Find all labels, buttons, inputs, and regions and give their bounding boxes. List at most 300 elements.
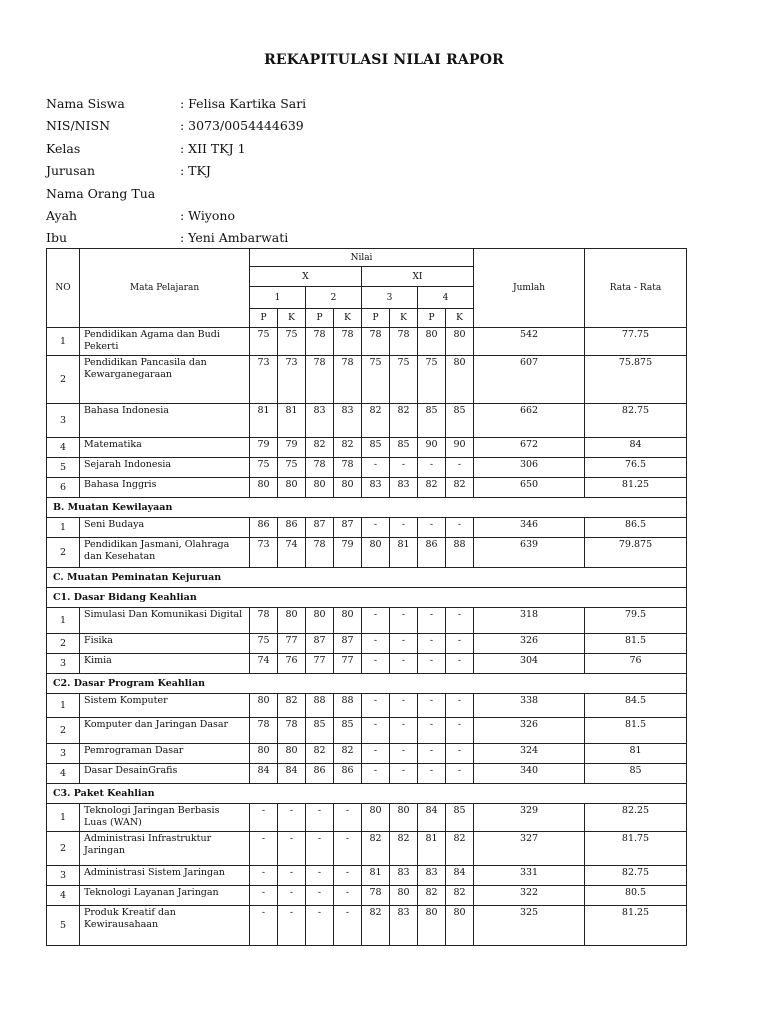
info-row-mother [46, 227, 646, 249]
score-cell: 87 [334, 518, 362, 538]
score-cell: 83 [390, 478, 418, 498]
score-cell: 83 [362, 478, 390, 498]
score-cell: 77 [334, 654, 362, 674]
score-cell: - [362, 764, 390, 784]
section-row [47, 784, 687, 804]
header-semester-2: 2 [306, 287, 362, 309]
subject-name: Bahasa Indonesia [80, 404, 250, 438]
subject-name: Pendidikan Jasmani, Olahraga dan Kesehatan [80, 538, 250, 568]
score-cell: 75 [250, 458, 278, 478]
score-cell: 82 [418, 886, 446, 906]
table-row [47, 356, 687, 404]
row-number: 5 [47, 458, 80, 478]
score-cell: 79 [250, 438, 278, 458]
subject-name: Pendidikan Agama dan Budi Pekerti [80, 328, 250, 356]
score-cell: 78 [334, 356, 362, 404]
score-cell: 80 [362, 538, 390, 568]
score-cell: - [306, 906, 334, 946]
subject-name: Fisika [80, 634, 250, 654]
score-cell: 75 [390, 356, 418, 404]
average-cell: 79.5 [585, 608, 687, 634]
score-cell: - [418, 764, 446, 784]
score-cell: 87 [334, 634, 362, 654]
total-cell: 340 [474, 764, 585, 784]
average-cell: 81 [585, 744, 687, 764]
score-cell: 82 [390, 404, 418, 438]
header-k: K [446, 309, 474, 328]
score-cell: - [306, 832, 334, 866]
row-number: 2 [47, 634, 80, 654]
score-cell: - [278, 804, 306, 832]
header-p: P [250, 309, 278, 328]
row-number: 3 [47, 654, 80, 674]
score-cell: - [306, 804, 334, 832]
score-cell: - [334, 804, 362, 832]
average-cell: 75.875 [585, 356, 687, 404]
header-nilai: Nilai [250, 249, 474, 267]
score-cell: 82 [278, 694, 306, 718]
grades-body [47, 328, 687, 946]
average-cell: 80.5 [585, 886, 687, 906]
table-row [47, 804, 687, 832]
info-row-father [46, 205, 646, 227]
score-cell: - [446, 744, 474, 764]
header-p: P [362, 309, 390, 328]
score-cell: 80 [446, 906, 474, 946]
score-cell: 79 [334, 538, 362, 568]
score-cell: - [446, 654, 474, 674]
row-number: 4 [47, 764, 80, 784]
info-value: : Felisa Kartika Sari [180, 96, 307, 111]
header-grade-xi: XI [362, 267, 474, 287]
score-cell: 80 [306, 608, 334, 634]
score-cell: 80 [278, 478, 306, 498]
subject-name: Pemrograman Dasar [80, 744, 250, 764]
row-number: 1 [47, 804, 80, 832]
info-label: Kelas [46, 140, 81, 156]
total-cell: 325 [474, 906, 585, 946]
info-value [180, 183, 646, 205]
score-cell: 80 [306, 478, 334, 498]
score-cell: 82 [334, 438, 362, 458]
subject-name: Pendidikan Pancasila dan Kewarganegaraan [80, 356, 250, 404]
row-number: 3 [47, 744, 80, 764]
score-cell: 82 [390, 832, 418, 866]
score-cell: 74 [250, 654, 278, 674]
page-title: REKAPITULASI NILAI RAPOR [264, 52, 504, 68]
score-cell: 80 [334, 478, 362, 498]
score-cell: 78 [278, 718, 306, 744]
score-cell: 75 [278, 458, 306, 478]
info-value: : Wiyono [180, 207, 235, 223]
section-label: C2. Dasar Program Keahlian [47, 674, 687, 694]
score-cell: - [390, 458, 418, 478]
score-cell: 82 [446, 832, 474, 866]
row-number: 2 [47, 538, 80, 568]
info-label: Jurusan [46, 163, 96, 179]
score-cell: - [306, 866, 334, 886]
header-semester-1: 1 [250, 287, 306, 309]
header-p: P [306, 309, 334, 328]
score-cell: 84 [418, 804, 446, 832]
table-row [47, 718, 687, 744]
score-cell: - [418, 608, 446, 634]
score-cell: 82 [446, 886, 474, 906]
table-row [47, 886, 687, 906]
score-cell: - [390, 694, 418, 718]
score-cell: 83 [390, 906, 418, 946]
score-cell: 80 [390, 804, 418, 832]
score-cell: 80 [418, 328, 446, 356]
row-number: 1 [47, 328, 80, 356]
score-cell: - [390, 634, 418, 654]
subject-name: Teknologi Jaringan Berbasis Luas (WAN) [80, 804, 250, 832]
table-row [47, 866, 687, 886]
info-row-name [46, 93, 646, 115]
score-cell: 77 [278, 634, 306, 654]
score-cell: 83 [390, 866, 418, 886]
info-value: : Yeni Ambarwati [180, 230, 289, 246]
score-cell: - [390, 518, 418, 538]
score-cell: - [418, 518, 446, 538]
row-number: 4 [47, 886, 80, 906]
row-number: 2 [47, 832, 80, 866]
score-cell: - [446, 518, 474, 538]
score-cell: - [418, 634, 446, 654]
table-row [47, 744, 687, 764]
score-cell: - [278, 906, 306, 946]
row-number: 2 [47, 356, 80, 404]
total-cell: 607 [474, 356, 585, 404]
subject-name: Teknologi Layanan Jaringan [80, 886, 250, 906]
subject-name: Sejarah Indonesia [80, 458, 250, 478]
average-cell: 81.75 [585, 832, 687, 866]
score-cell: 83 [334, 404, 362, 438]
score-cell: 80 [250, 478, 278, 498]
header-semester-3: 3 [362, 287, 418, 309]
subject-name: Matematika [80, 438, 250, 458]
score-cell: 84 [278, 764, 306, 784]
score-cell: - [278, 866, 306, 886]
info-label: Nama Siswa [46, 96, 125, 111]
score-cell: 75 [278, 328, 306, 356]
header-subject: Mata Pelajaran [80, 249, 250, 328]
header-p: P [418, 309, 446, 328]
score-cell: 87 [306, 634, 334, 654]
average-cell: 76 [585, 654, 687, 674]
subject-name: Kimia [80, 654, 250, 674]
table-row [47, 328, 687, 356]
total-cell: 662 [474, 404, 585, 438]
score-cell: - [334, 886, 362, 906]
score-cell: - [278, 886, 306, 906]
total-cell: 326 [474, 634, 585, 654]
score-cell: - [278, 832, 306, 866]
score-cell: 78 [250, 718, 278, 744]
score-cell: 83 [418, 866, 446, 886]
subject-name: Dasar DesainGrafis [80, 764, 250, 784]
header-average: Rata - Rata [585, 249, 687, 328]
total-cell: 306 [474, 458, 585, 478]
average-cell: 82.25 [585, 804, 687, 832]
score-cell: 75 [250, 634, 278, 654]
average-cell: 86.5 [585, 518, 687, 538]
average-cell: 81.5 [585, 718, 687, 744]
row-number: 1 [47, 694, 80, 718]
total-cell: 326 [474, 718, 585, 744]
table-row [47, 608, 687, 634]
header-semester-4: 4 [418, 287, 474, 309]
score-cell: 80 [362, 804, 390, 832]
subject-name: Komputer dan Jaringan Dasar [80, 718, 250, 744]
score-cell: 84 [250, 764, 278, 784]
score-cell: 86 [418, 538, 446, 568]
score-cell: 80 [250, 744, 278, 764]
score-cell: 78 [362, 886, 390, 906]
section-row [47, 588, 687, 608]
score-cell: - [362, 634, 390, 654]
score-cell: 85 [446, 804, 474, 832]
section-label: C. Muatan Peminatan Kejuruan [47, 568, 687, 588]
score-cell: 80 [278, 744, 306, 764]
score-cell: 85 [334, 718, 362, 744]
total-cell: 338 [474, 694, 585, 718]
score-cell: - [390, 744, 418, 764]
score-cell: - [362, 518, 390, 538]
score-cell: 79 [278, 438, 306, 458]
section-row [47, 568, 687, 588]
score-cell: 82 [446, 478, 474, 498]
score-cell: - [250, 906, 278, 946]
score-cell: 78 [306, 356, 334, 404]
info-label: Nama Orang Tua [46, 185, 156, 201]
table-row [47, 458, 687, 478]
score-cell: 78 [334, 458, 362, 478]
average-cell: 77.75 [585, 328, 687, 356]
table-row [47, 654, 687, 674]
info-label: NIS/NISN [46, 118, 111, 134]
score-cell: 86 [334, 764, 362, 784]
score-cell: - [418, 718, 446, 744]
score-cell: - [334, 906, 362, 946]
section-row [47, 498, 687, 518]
total-cell: 650 [474, 478, 585, 498]
score-cell: 74 [278, 538, 306, 568]
score-cell: 82 [362, 832, 390, 866]
score-cell: 76 [278, 654, 306, 674]
average-cell: 79.875 [585, 538, 687, 568]
score-cell: - [446, 764, 474, 784]
subject-name: Administrasi Infrastruktur Jaringan [80, 832, 250, 866]
score-cell: 75 [362, 356, 390, 404]
score-cell: - [334, 832, 362, 866]
score-cell: 85 [306, 718, 334, 744]
score-cell: 80 [278, 608, 306, 634]
score-cell: - [362, 654, 390, 674]
total-cell: 318 [474, 608, 585, 634]
score-cell: - [418, 458, 446, 478]
score-cell: 80 [250, 694, 278, 718]
total-cell: 639 [474, 538, 585, 568]
table-row [47, 538, 687, 568]
score-cell: 78 [306, 458, 334, 478]
info-label: Ayah [46, 207, 78, 223]
info-row-nis [46, 115, 646, 137]
section-label: C1. Dasar Bidang Keahlian [47, 588, 687, 608]
score-cell: 82 [306, 438, 334, 458]
score-cell: 78 [334, 328, 362, 356]
score-cell: - [250, 886, 278, 906]
score-cell: 85 [418, 404, 446, 438]
table-row [47, 478, 687, 498]
score-cell: 82 [362, 906, 390, 946]
score-cell: - [362, 718, 390, 744]
score-cell: - [362, 744, 390, 764]
score-cell: 85 [446, 404, 474, 438]
grades-table [46, 248, 687, 946]
score-cell: - [446, 718, 474, 744]
header-grade-x: X [250, 267, 362, 287]
total-cell: 329 [474, 804, 585, 832]
score-cell: 82 [334, 744, 362, 764]
score-cell: 83 [306, 404, 334, 438]
average-cell: 81.25 [585, 478, 687, 498]
subject-name: Simulasi Dan Komunikasi Digital [80, 608, 250, 634]
score-cell: 85 [362, 438, 390, 458]
score-cell: 78 [390, 328, 418, 356]
score-cell: - [418, 654, 446, 674]
total-cell: 346 [474, 518, 585, 538]
student-info [46, 93, 646, 250]
score-cell: 81 [362, 866, 390, 886]
header-no: NO [47, 249, 80, 328]
score-cell: 75 [250, 328, 278, 356]
table-row [47, 906, 687, 946]
score-cell: - [446, 694, 474, 718]
score-cell: 80 [390, 886, 418, 906]
score-cell: 80 [334, 608, 362, 634]
score-cell: - [362, 458, 390, 478]
score-cell: 86 [250, 518, 278, 538]
score-cell: 73 [278, 356, 306, 404]
score-cell: 80 [418, 906, 446, 946]
subject-name: Bahasa Inggris [80, 478, 250, 498]
score-cell: - [418, 694, 446, 718]
average-cell: 85 [585, 764, 687, 784]
score-cell: - [250, 866, 278, 886]
score-cell: 87 [306, 518, 334, 538]
score-cell: 78 [250, 608, 278, 634]
info-row-class [46, 138, 646, 160]
row-number: 6 [47, 478, 80, 498]
score-cell: - [390, 718, 418, 744]
section-label: B. Muatan Kewilayaan [47, 498, 687, 518]
info-value: : XII TKJ 1 [180, 140, 246, 156]
info-value: : TKJ [180, 163, 211, 179]
info-label: Ibu [46, 230, 67, 246]
score-cell: 78 [306, 328, 334, 356]
score-cell: 81 [250, 404, 278, 438]
row-number: 3 [47, 866, 80, 886]
total-cell: 327 [474, 832, 585, 866]
total-cell: 331 [474, 866, 585, 886]
section-label: C3. Paket Keahlian [47, 784, 687, 804]
subject-name: Administrasi Sistem Jaringan [80, 866, 250, 886]
total-cell: 304 [474, 654, 585, 674]
score-cell: - [250, 832, 278, 866]
score-cell: 82 [418, 478, 446, 498]
score-cell: 81 [278, 404, 306, 438]
score-cell: 88 [334, 694, 362, 718]
score-cell: 73 [250, 538, 278, 568]
score-cell: - [390, 654, 418, 674]
subject-name: Seni Budaya [80, 518, 250, 538]
average-cell: 84 [585, 438, 687, 458]
score-cell: 85 [390, 438, 418, 458]
table-row [47, 634, 687, 654]
score-cell: - [446, 634, 474, 654]
score-cell: - [334, 866, 362, 886]
score-cell: 77 [306, 654, 334, 674]
info-row-major [46, 160, 646, 182]
row-number: 5 [47, 906, 80, 946]
score-cell: 73 [250, 356, 278, 404]
score-cell: - [446, 608, 474, 634]
score-cell: - [390, 764, 418, 784]
score-cell: 86 [278, 518, 306, 538]
score-cell: 90 [446, 438, 474, 458]
score-cell: 81 [390, 538, 418, 568]
score-cell: - [390, 608, 418, 634]
info-value: : 3073/0054444639 [180, 118, 304, 134]
score-cell: 78 [362, 328, 390, 356]
row-number: 3 [47, 404, 80, 438]
header-k: K [334, 309, 362, 328]
header-k: K [278, 309, 306, 328]
score-cell: 80 [446, 356, 474, 404]
total-cell: 322 [474, 886, 585, 906]
subject-name: Sistem Komputer [80, 694, 250, 718]
score-cell: - [362, 608, 390, 634]
total-cell: 672 [474, 438, 585, 458]
score-cell: - [306, 886, 334, 906]
average-cell: 82.75 [585, 866, 687, 886]
average-cell: 81.5 [585, 634, 687, 654]
row-number: 4 [47, 438, 80, 458]
score-cell: 80 [446, 328, 474, 356]
score-cell: 82 [362, 404, 390, 438]
info-row-parents [46, 183, 646, 205]
total-cell: 324 [474, 744, 585, 764]
score-cell: 86 [306, 764, 334, 784]
header-k: K [390, 309, 418, 328]
average-cell: 76.5 [585, 458, 687, 478]
score-cell: 75 [418, 356, 446, 404]
score-cell: 90 [418, 438, 446, 458]
table-row [47, 764, 687, 784]
score-cell: 88 [446, 538, 474, 568]
average-cell: 84.5 [585, 694, 687, 718]
score-cell: - [362, 694, 390, 718]
score-cell: 81 [418, 832, 446, 866]
table-row [47, 518, 687, 538]
header-total: Jumlah [474, 249, 585, 328]
section-row [47, 674, 687, 694]
score-cell: - [446, 458, 474, 478]
table-row [47, 694, 687, 718]
score-cell: - [418, 744, 446, 764]
total-cell: 542 [474, 328, 585, 356]
